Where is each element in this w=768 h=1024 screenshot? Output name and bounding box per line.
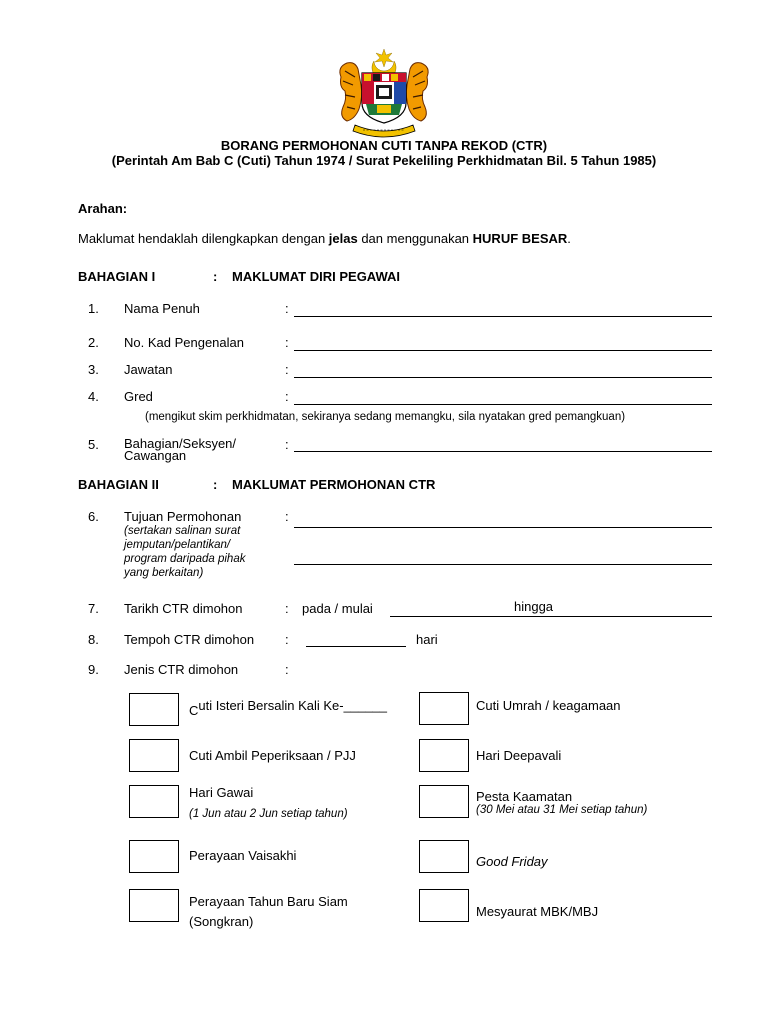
section-1-colon: :	[213, 269, 218, 284]
vaisakhi-label: Perayaan Vaisakhi	[189, 848, 297, 863]
purpose-note-line: (sertakan salinan surat	[124, 525, 241, 537]
kaamatan-note: (30 Mei atau 31 Mei setiap tahun)	[476, 804, 648, 816]
division-field[interactable]	[294, 451, 712, 452]
field-colon: :	[285, 335, 289, 350]
field-number: 8.	[88, 632, 99, 647]
date-to-label: hingga	[514, 599, 554, 614]
instructions-emphasis-clearly: jelas	[328, 231, 358, 246]
good-friday-label: Good Friday	[476, 854, 548, 869]
leave-date-label: Tarikh CTR dimohon	[124, 601, 243, 616]
gawai-label: Hari Gawai	[189, 785, 254, 800]
paternity-leave-label	[189, 698, 388, 718]
purpose-note-line: yang berkaitan)	[124, 567, 204, 579]
instructions-text-part: dan menggunakan	[357, 231, 473, 246]
grade-note: (mengikut skim perkhidmatan, sekiranya sedang memangku, sila nyatakan gred pemangkuan)	[145, 411, 626, 423]
leave-date-field[interactable]	[390, 616, 712, 617]
mbk-mbj-meeting-checkbox[interactable]	[419, 889, 469, 922]
ic-number-field[interactable]	[294, 350, 712, 351]
field-number: 6.	[88, 509, 99, 524]
exam-leave-checkbox[interactable]	[129, 739, 179, 772]
purpose-note-line: program daripada pihak	[124, 553, 246, 565]
instructions-text-part: Maklumat hendaklah dilengkapkan dengan	[78, 231, 329, 246]
instructions-text-part: .	[567, 231, 571, 246]
field-colon: :	[285, 389, 289, 404]
purpose-field-line-1[interactable]	[294, 527, 712, 528]
position-field[interactable]	[294, 377, 712, 378]
field-number: 4.	[88, 389, 99, 404]
position-label: Jawatan	[124, 362, 173, 377]
songkran-label: Perayaan Tahun Baru Siam	[189, 894, 348, 909]
full-name-field[interactable]	[294, 316, 712, 317]
gawai-checkbox[interactable]	[129, 785, 179, 818]
date-from-label: pada / mulai	[302, 601, 373, 616]
leave-type-label: Jenis CTR dimohon	[124, 662, 239, 677]
grade-field[interactable]	[294, 404, 712, 405]
instructions-heading: Arahan:	[78, 201, 128, 216]
division-label-line2: Cawangan	[124, 448, 187, 463]
malaysia-coat-of-arms-icon	[333, 47, 435, 140]
mbk-mbj-meeting-label: Mesyaurat MBK/MBJ	[476, 904, 599, 919]
leave-duration-field[interactable]	[306, 646, 406, 647]
gawai-note: (1 Jun atau 2 Jun setiap tahun)	[189, 808, 348, 820]
ic-number-label: No. Kad Pengenalan	[124, 335, 244, 350]
field-number: 2.	[88, 335, 99, 350]
paternity-leave-checkbox[interactable]	[129, 693, 179, 726]
field-colon: :	[285, 632, 289, 647]
paternity-leave-text: uti Isteri Bersalin Kali Ke-	[198, 698, 344, 713]
instructions-emphasis-capitals: HURUF BESAR	[472, 231, 568, 246]
form-subtitle: (Perintah Am Bab C (Cuti) Tahun 1974 / Surat Pekeliling Perkhidmatan Bil. 5 Tahun 1985)	[111, 153, 657, 168]
kaamatan-checkbox[interactable]	[419, 785, 469, 818]
songkran-checkbox[interactable]	[129, 889, 179, 922]
umrah-leave-label: Cuti Umrah / keagamaan	[476, 698, 621, 713]
field-number: 3.	[88, 362, 99, 377]
field-colon: :	[285, 437, 289, 452]
deepavali-checkbox[interactable]	[419, 739, 469, 772]
field-number: 9.	[88, 662, 99, 677]
purpose-label: Tujuan Permohonan	[124, 509, 242, 524]
kaamatan-label: Pesta Kaamatan	[476, 789, 573, 804]
form-title: BORANG PERMOHONAN CUTI TANPA REKOD (CTR)	[220, 138, 548, 153]
duration-unit: hari	[416, 632, 438, 647]
section-2-colon: :	[213, 477, 218, 492]
umrah-leave-checkbox[interactable]	[419, 692, 469, 725]
field-colon: :	[285, 362, 289, 377]
section-2-title: MAKLUMAT PERMOHONAN CTR	[232, 477, 436, 492]
paternity-count-blank[interactable]: ______	[343, 698, 388, 713]
deepavali-label: Hari Deepavali	[476, 748, 562, 763]
section-2-label: BAHAGIAN II	[78, 477, 159, 492]
field-colon: :	[285, 662, 289, 677]
field-colon: :	[285, 601, 289, 616]
field-number: 7.	[88, 601, 99, 616]
full-name-label: Nama Penuh	[124, 301, 200, 316]
purpose-note-line: jemputan/pelantikan/	[124, 539, 231, 551]
instructions-text	[78, 231, 571, 246]
exam-leave-label: Cuti Ambil Peperiksaan / PJJ	[189, 748, 356, 763]
section-1-title: MAKLUMAT DIRI PEGAWAI	[232, 269, 401, 284]
leave-duration-label: Tempoh CTR dimohon	[124, 632, 255, 647]
field-number: 5.	[88, 437, 99, 452]
field-number: 1.	[88, 301, 99, 316]
good-friday-checkbox[interactable]	[419, 840, 469, 873]
grade-label: Gred	[124, 389, 153, 404]
purpose-field-line-2[interactable]	[294, 564, 712, 565]
section-1-label: BAHAGIAN I	[78, 269, 156, 284]
vaisakhi-checkbox[interactable]	[129, 840, 179, 873]
songkran-label-line2: (Songkran)	[189, 914, 254, 929]
field-colon: :	[285, 509, 289, 524]
division-label: Bahagian/Seksyen/	[124, 436, 237, 451]
field-colon: :	[285, 301, 289, 316]
paternity-leave-initial: C	[189, 703, 199, 718]
